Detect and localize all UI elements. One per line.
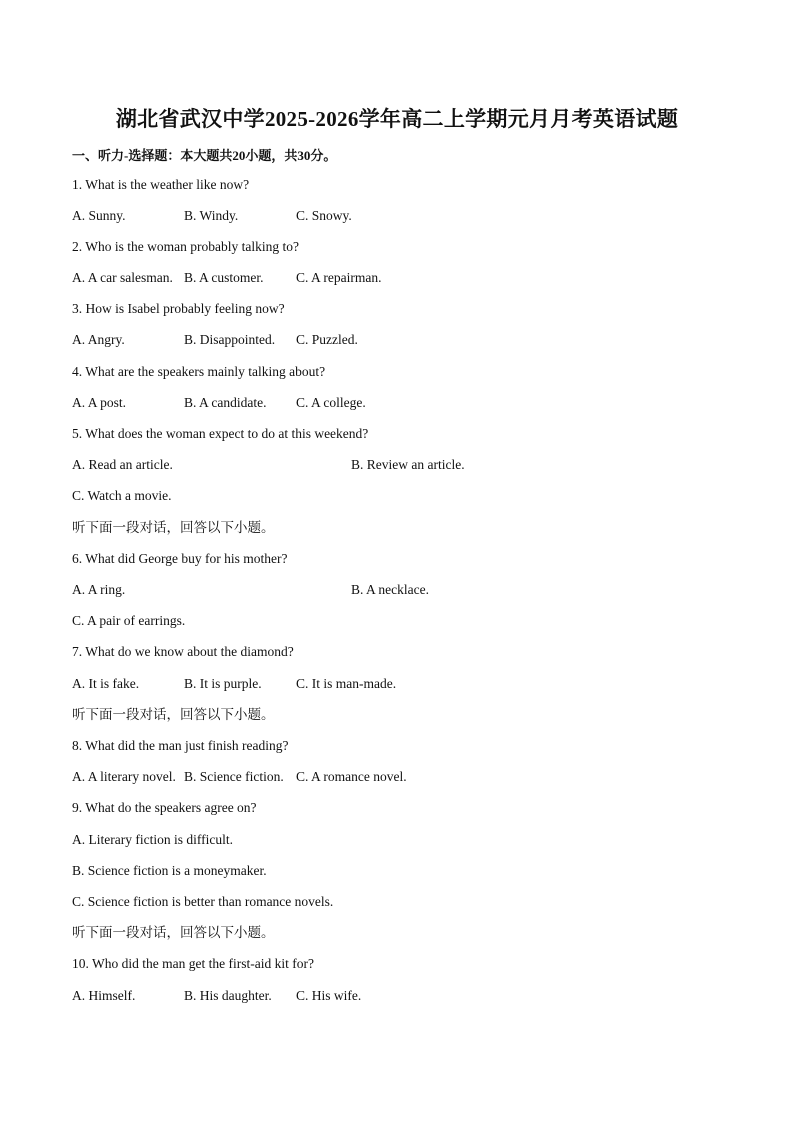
q4-option-c: C. A college. [296,395,366,410]
q5-option-b: B. Review an article. [351,457,465,472]
question-stem-4: 4. What are the speakers mainly talking about? [72,364,326,379]
q2-option-b: B. A customer. [184,270,264,285]
q6-option-a: A. A ring. [72,582,126,597]
q3-option-b: B. Disappointed. [184,332,276,347]
q8-option-c: C. A romance novel. [296,769,407,784]
q5-option-a: A. Read an article. [72,457,173,472]
q10-option-a: A. Himself. [72,988,136,1003]
q10-option-b: B. His daughter. [184,988,272,1003]
question-stem-5: 5. What does the woman expect to do at this weekend? [72,426,369,441]
q3-option-c: C. Puzzled. [296,332,358,347]
q9-option-a: A. Literary fiction is difficult. [72,832,233,847]
q3-option-a: A. Angry. [72,332,125,347]
q9-option-c: C. Science fiction is better than romance novels. [72,894,334,909]
dialogue-note-1: 听下面一段对话，回答以下小题。 [72,520,275,535]
q6-option-b: B. A necklace. [351,582,429,597]
q1-option-c: C. Snowy. [296,208,352,223]
question-stem-1: 1. What is the weather like now? [72,177,250,192]
q9-option-b: B. Science fiction is a moneymaker. [72,863,267,878]
q7-option-c: C. It is man-made. [296,676,397,691]
q8-option-b: B. Science fiction. [184,769,284,784]
q1-option-a: A. Sunny. [72,208,126,223]
q8-option-a: A. A literary novel. [72,769,176,784]
dialogue-note-3: 听下面一段对话，回答以下小题。 [72,925,275,940]
question-stem-7: 7. What do we know about the diamond? [72,644,294,659]
question-stem-6: 6. What did George buy for his mother? [72,551,288,566]
question-stem-10: 10. Who did the man get the first-aid kit for? [72,956,314,971]
q7-option-b: B. It is purple. [184,676,262,691]
question-stem-2: 2. Who is the woman probably talking to? [72,239,299,254]
q1-option-b: B. Windy. [184,208,239,223]
q2-option-a: A. A car salesman. [72,270,173,285]
q7-option-a: A. It is fake. [72,676,140,691]
question-stem-8: 8. What did the man just finish reading? [72,738,289,753]
q2-option-c: C. A repairman. [296,270,382,285]
q4-option-a: A. A post. [72,395,127,410]
q6-option-c: C. A pair of earrings. [72,613,186,628]
page-title: 湖北省武汉中学2025-2026学年高二上学期元月月考英语试题 [115,107,679,131]
dialogue-note-2: 听下面一段对话，回答以下小题。 [72,707,275,722]
question-stem-3: 3. How is Isabel probably feeling now? [72,301,285,316]
section-heading: 一、听力-选择题：本大题共20小题，共30分。 [72,148,337,163]
q4-option-b: B. A candidate. [184,395,267,410]
q5-option-c: C. Watch a movie. [72,488,172,503]
question-stem-9: 9. What do the speakers agree on? [72,800,257,815]
q10-option-c: C. His wife. [296,988,362,1003]
